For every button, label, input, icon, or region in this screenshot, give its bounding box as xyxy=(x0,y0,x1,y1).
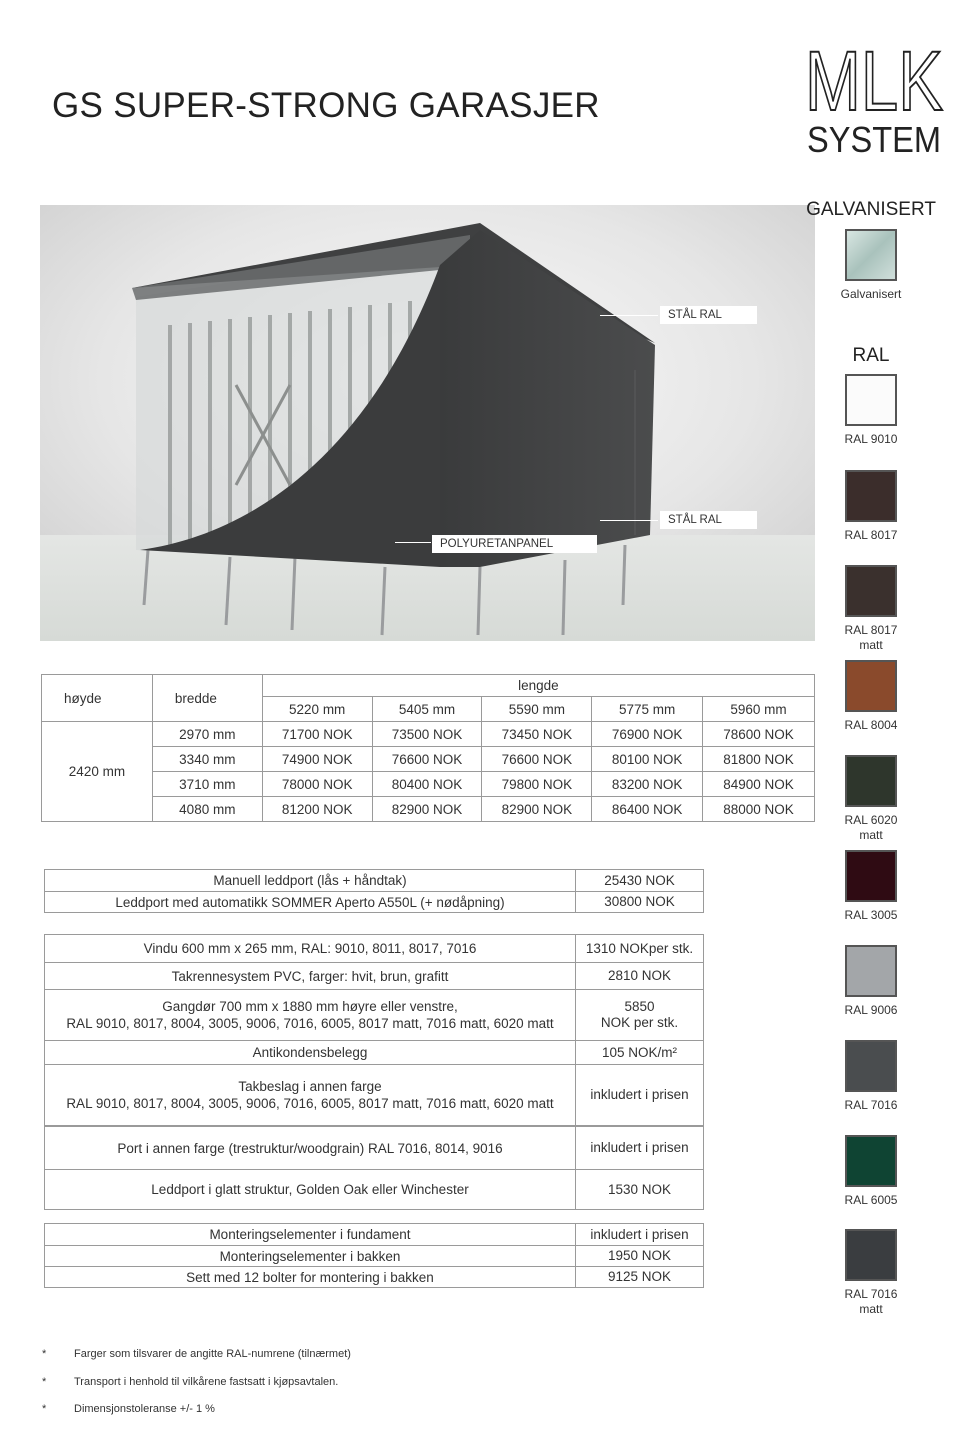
column-header-width: bredde xyxy=(152,675,262,722)
option-price: 1530 NOK xyxy=(607,1181,672,1197)
option-price: 9125 NOK xyxy=(607,1269,672,1284)
swatch-ral xyxy=(845,374,897,426)
option-row xyxy=(45,1266,703,1287)
option-row xyxy=(45,891,703,912)
footnote-bullet: * xyxy=(42,1376,47,1388)
swatch-ral-label: RAL 7016 matt xyxy=(844,1287,898,1316)
option-description: Leddport i glatt struktur, Golden Oak eller Winchester xyxy=(45,1170,576,1209)
footnote xyxy=(42,1348,351,1360)
price-cell: 76600 NOK xyxy=(482,747,592,772)
price-cell: 86400 NOK xyxy=(592,797,703,822)
swatch-ral-label: RAL 6005 xyxy=(844,1193,898,1207)
option-price: 25430 NOK xyxy=(604,872,675,888)
option-group-mounting xyxy=(44,1223,704,1288)
option-price: inkludert i prisen xyxy=(590,1226,689,1242)
swatch-ral-label: RAL 7016 xyxy=(844,1098,898,1112)
swatch-ral-label: RAL 8017 matt xyxy=(844,623,898,652)
swatch-ral xyxy=(845,660,897,712)
logo-system: SYSTEM xyxy=(807,119,941,158)
option-price: 1950 NOK xyxy=(607,1248,672,1263)
length-header-cell: 5590 mm xyxy=(482,697,592,722)
option-row xyxy=(45,935,703,962)
width-cell: 2970 mm xyxy=(152,722,262,747)
callout-steel-ral-top: STÅL RAL xyxy=(660,306,757,324)
footnote xyxy=(42,1403,215,1415)
length-header-cell: 5405 mm xyxy=(372,697,482,722)
option-row xyxy=(45,1169,703,1209)
swatch-ral xyxy=(845,755,897,807)
price-cell: 78000 NOK xyxy=(262,772,372,797)
option-price: 1310 NOKper stk. xyxy=(585,940,694,956)
price-row xyxy=(42,772,815,797)
price-cell: 83200 NOK xyxy=(592,772,703,797)
swatch-ral xyxy=(845,470,897,522)
option-price: 5850 NOK per stk. xyxy=(600,999,679,1030)
swatch-ral xyxy=(845,1135,897,1187)
option-group-door-finish xyxy=(44,1126,704,1210)
callout-polyurethane-panel: POLYURETANPANEL xyxy=(432,535,597,553)
price-cell: 88000 NOK xyxy=(703,797,815,822)
swatch-ral-label: RAL 9010 xyxy=(844,432,898,446)
price-cell: 84900 NOK xyxy=(703,772,815,797)
footnote-text: Transport i henhold til vilkårene fastsatt i kjøpsavtalen. xyxy=(74,1376,339,1388)
galvanised-heading: GALVANISERT xyxy=(806,199,936,220)
footnote xyxy=(42,1376,338,1388)
swatch-ral xyxy=(845,850,897,902)
swatch-ral-label: RAL 3005 xyxy=(844,908,898,922)
option-group-doors xyxy=(44,869,704,913)
price-cell: 73450 NOK xyxy=(482,722,592,747)
footnote-bullet: * xyxy=(42,1348,47,1360)
option-description: Takrennesystem PVC, farger: hvit, brun, grafitt xyxy=(45,963,576,989)
option-description: Takbeslag i annen farge RAL 9010, 8017, 8004, 3005, 9006, 7016, 6005, 8017 matt, 7016 matt, 6020 matt xyxy=(45,1065,576,1125)
length-header-cell: 5960 mm xyxy=(703,697,815,722)
price-table xyxy=(41,674,815,822)
price-cell: 76600 NOK xyxy=(372,747,482,772)
option-description: Vindu 600 mm x 265 mm, RAL: 9010, 8011, 8017, 7016 xyxy=(45,935,576,962)
price-row xyxy=(42,797,815,822)
price-cell: 80400 NOK xyxy=(372,772,482,797)
option-row xyxy=(45,1040,703,1064)
option-description: Sett med 12 bolter for montering i bakken xyxy=(45,1267,576,1287)
price-cell: 80100 NOK xyxy=(592,747,703,772)
option-price: inkludert i prisen xyxy=(590,1087,689,1102)
swatch-ral-label: RAL 6020 matt xyxy=(844,813,898,842)
price-cell: 82900 NOK xyxy=(372,797,482,822)
option-row xyxy=(45,1245,703,1266)
price-cell: 79800 NOK xyxy=(482,772,592,797)
swatch-galvanised-label: Galvanisert xyxy=(840,287,902,301)
swatch-ral-label: RAL 8004 xyxy=(844,718,898,732)
option-description: Port i annen farge (trestruktur/woodgrain) RAL 7016, 8014, 9016 xyxy=(45,1127,576,1169)
option-group-accessories xyxy=(44,934,704,1126)
logo-mlk: MLK xyxy=(805,34,943,128)
option-description: Gangdør 700 mm x 1880 mm høyre eller venstre, RAL 9010, 8017, 8004, 3005, 9006, 7016, 6005, 8017 matt, 7016 matt, 6020 matt xyxy=(45,990,576,1040)
swatch-ral xyxy=(845,1040,897,1092)
width-cell: 3340 mm xyxy=(152,747,262,772)
swatch-ral-label: RAL 8017 xyxy=(844,528,898,542)
price-cell: 76900 NOK xyxy=(592,722,703,747)
price-cell: 81800 NOK xyxy=(703,747,815,772)
option-description: Monteringselementer i bakken xyxy=(45,1246,576,1266)
price-cell: 71700 NOK xyxy=(262,722,372,747)
option-price: 2810 NOK xyxy=(607,968,672,983)
price-cell: 82900 NOK xyxy=(482,797,592,822)
callout-steel-ral-bottom: STÅL RAL xyxy=(660,511,757,529)
swatch-ral xyxy=(845,1229,897,1281)
width-cell: 3710 mm xyxy=(152,772,262,797)
option-description: Monteringselementer i fundament xyxy=(45,1224,576,1245)
garage-illustration xyxy=(40,205,815,641)
price-cell: 78600 NOK xyxy=(703,722,815,747)
page-title: GS SUPER-STRONG GARASJER xyxy=(52,86,600,125)
swatch-ral xyxy=(845,945,897,997)
footnote-bullet: * xyxy=(42,1403,47,1415)
length-header-cell: 5775 mm xyxy=(592,697,703,722)
option-row xyxy=(45,870,703,891)
option-row xyxy=(45,1127,703,1169)
swatch-ral-label: RAL 9006 xyxy=(844,1003,898,1017)
option-row xyxy=(45,1064,703,1125)
column-header-length: lengde xyxy=(262,675,814,697)
option-row xyxy=(45,989,703,1040)
swatch-ral xyxy=(845,565,897,617)
ral-heading: RAL xyxy=(852,345,890,366)
option-description: Leddport med automatikk SOMMER Aperto A550L (+ nødåpning) xyxy=(45,892,576,912)
option-row xyxy=(45,1224,703,1245)
mlk-system-logo xyxy=(805,28,945,158)
swatch-galvanised xyxy=(845,229,897,281)
price-row xyxy=(42,747,815,772)
option-price: 30800 NOK xyxy=(604,894,675,909)
price-cell: 74900 NOK xyxy=(262,747,372,772)
column-header-height: høyde xyxy=(42,675,153,722)
price-row xyxy=(42,722,815,747)
footnote-text: Dimensjonstoleranse +/- 1 % xyxy=(74,1403,215,1415)
option-row xyxy=(45,962,703,989)
option-description: Antikondensbelegg xyxy=(45,1041,576,1064)
length-header-cell: 5220 mm xyxy=(262,697,372,722)
option-price: 105 NOK/m² xyxy=(601,1044,678,1060)
price-cell: 81200 NOK xyxy=(262,797,372,822)
height-cell: 2420 mm xyxy=(42,722,153,822)
price-cell: 73500 NOK xyxy=(372,722,482,747)
width-cell: 4080 mm xyxy=(152,797,262,822)
footnote-text: Farger som tilsvarer de angitte RAL-numrene (tilnærmet) xyxy=(74,1348,351,1360)
option-description: Manuell leddport (lås + håndtak) xyxy=(45,870,576,891)
option-price: inkludert i prisen xyxy=(590,1140,689,1155)
